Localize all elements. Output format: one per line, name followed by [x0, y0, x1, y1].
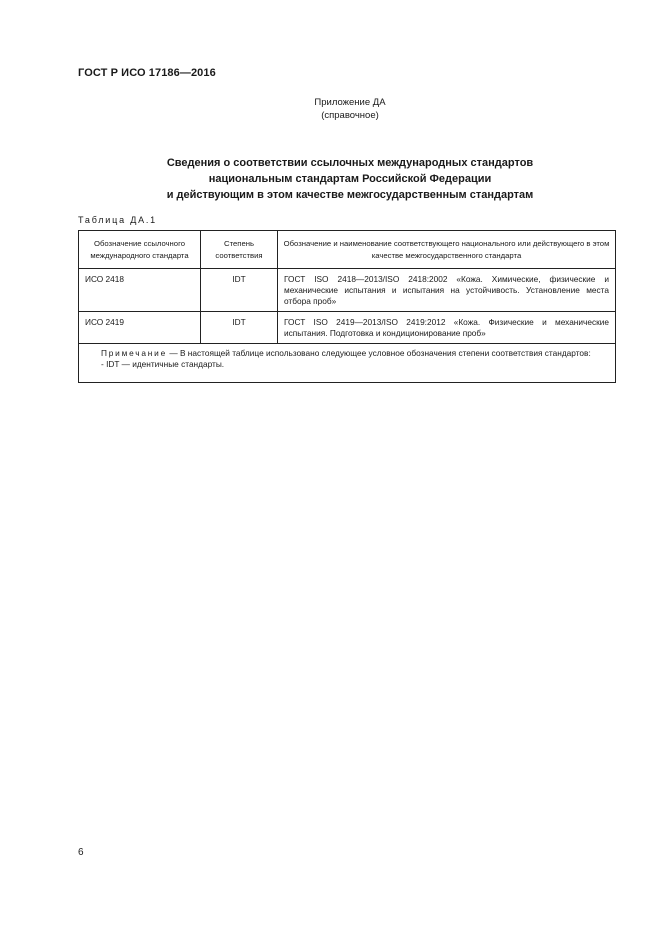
cell-national: ГОСТ ISO 2418—2013/ISO 2418:2002 «Кожа. Химические, физические и механические испытания и испытания на устойчивость. Установление места отбора проб»: [278, 269, 616, 312]
cell-reference: ИСО 2418: [79, 269, 201, 312]
section-title-line-1: Сведения о соответствии ссылочных международных стандартов: [166, 157, 534, 169]
table-note: [79, 344, 616, 383]
appendix-title: Приложение ДА: [314, 97, 386, 108]
appendix-type: (справочное): [321, 110, 379, 121]
note-text: — В настоящей таблице использовано следующее условное обозначения степени соответствия стандартов:: [169, 348, 591, 358]
cell-national: ГОСТ ISO 2419—2013/ISO 2419:2012 «Кожа. Физические и механические испытания. Подготовка и кондиционирование проб»: [278, 312, 616, 344]
section-title-line-3: и действующим в этом качестве межгосударственным стандартам: [166, 189, 534, 201]
section-title-line-2: национальным стандартам Российской Федерации: [208, 173, 492, 185]
table-header-row: [79, 231, 616, 269]
note-text-block: [85, 348, 607, 359]
cell-degree: IDT: [201, 312, 278, 344]
note-item: - IDT — идентичные стандарты.: [101, 359, 225, 369]
document-code: ГОСТ Р ИСО 17186—2016: [78, 67, 216, 79]
page-number: 6: [78, 847, 84, 858]
cell-degree: IDT: [201, 269, 278, 312]
note-label: Примечание: [101, 348, 168, 358]
table-row: [79, 269, 616, 312]
table-row: [79, 312, 616, 344]
cell-reference: ИСО 2419: [79, 312, 201, 344]
column-header-degree: Степень соответствия: [201, 231, 278, 269]
column-header-national: Обозначение и наименование соответствующего национального или действующего в этом качестве межгосударственного стандарта: [278, 231, 616, 269]
column-header-reference: Обозначение ссылочного международного стандарта: [79, 231, 201, 269]
correspondence-table: [78, 230, 616, 383]
table-caption: Таблица ДА.1: [78, 215, 157, 225]
table-note-row: [79, 344, 616, 383]
